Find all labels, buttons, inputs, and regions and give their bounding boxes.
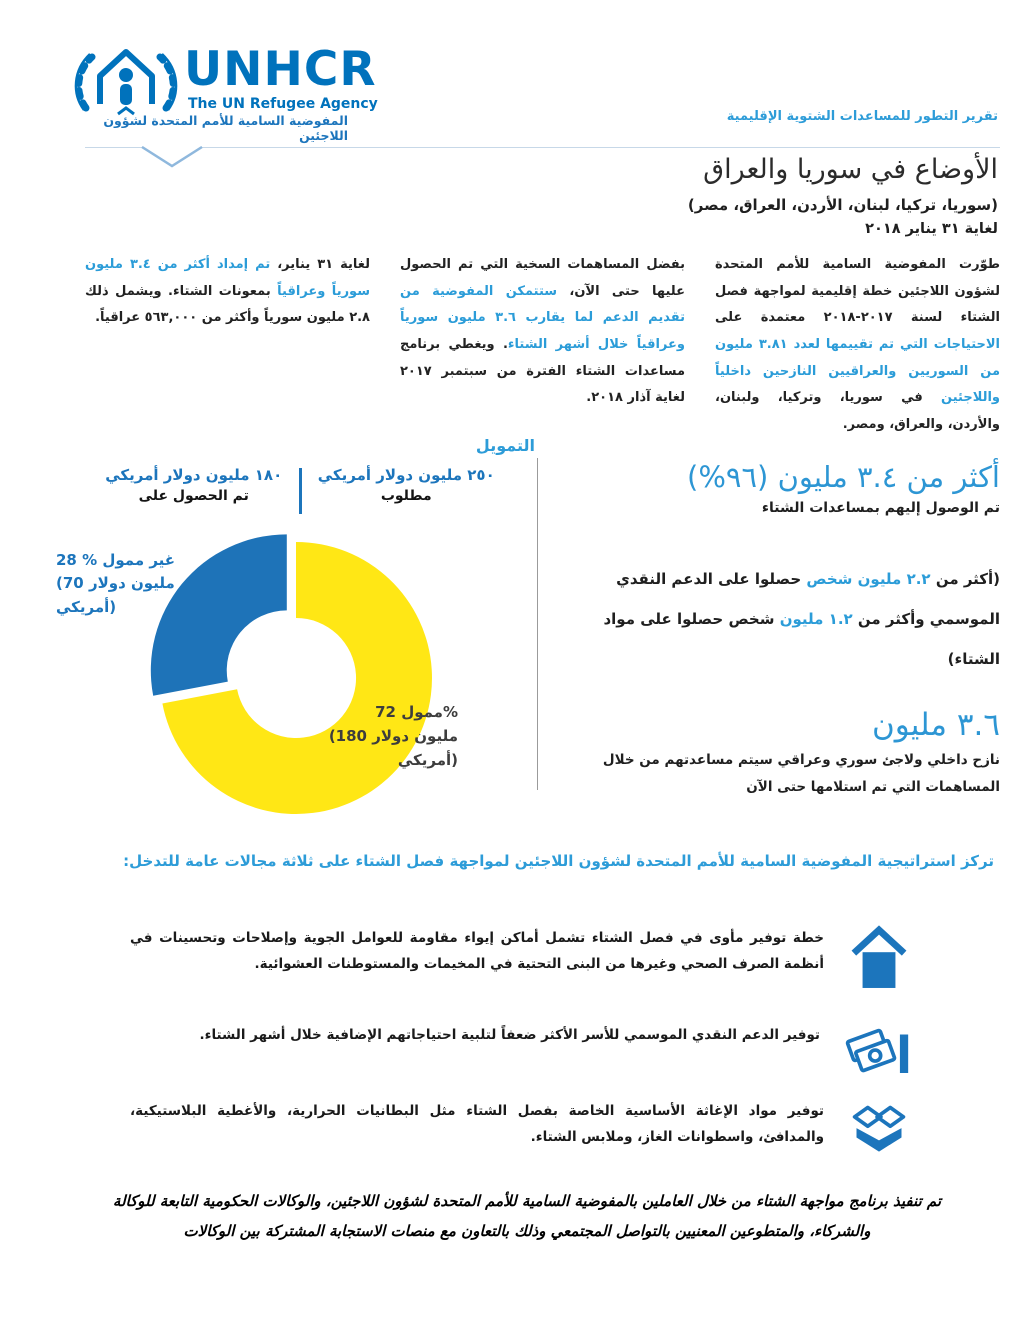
col3-text-end: بمعونات الشتاء. ويشمل ذلك ٢.٨ مليون سورياً وأكثر من ٥٦٣,٠٠٠ عراقياً. [85,283,370,326]
intervention-shelter-text: خطة توفير مأوى في فصل الشتاء تشمل أماكن إيواء مقاومة للعوامل الجوية وإصلاحات وتحسينات في أنظمة الصرف الصحي وغيرها من البنى التحتية في المخيمات والمستوطنات العشوائية. [130,930,824,973]
funded-line-2: (180 مليون دولار [328,727,458,745]
report-kicker: تقرير التطور للمساعدات الشتوية الإقليمية [726,109,998,124]
intervention-relief-text: توفير مواد الإغاثة الأساسية الخاصة بفصل الشتاء مثل البطانيات الحرارية، والأغطية البلاستيكية، والمدافئ، واسطوانات الغاز، وملابس الشتاء. [130,1103,824,1146]
col3-highlight: تم إمداد أكثر من ٣.٤ مليون سورياً وعراقياً [85,257,370,299]
intro-columns [85,252,1000,438]
col2-highlight: ستتمكن المفوضية من تقديم الدعم لما يقارب ٣.٦ مليون سورياً وعراقياً خلال أشهر الشتاء [400,283,685,352]
footer-note: تم تنفيذ برنامج مواجهة الشتاء من خلال العاملين بالمفوضية السامية للأمم المتحدة لشؤون اللاجئين، والوكالات الحكومية التابعة للوكالة والشركاء، والمتطوعين المعنيين بالتواصل المجتمعي وذلك بالتعاون مع منصات الاستجابة المشتركة بين الوكالات [112,1192,942,1240]
funding-received-amount: ١٨٠ مليون دولار أمريكي [105,466,283,484]
col2-text: بفضل المساهمات السخية التي تم الحصول عليها حتى الآن، [400,257,685,299]
col1-text: طوّرت المفوضية السامية للأمم المتحدة لشؤون اللاجئين خطة إقليمية لمواجهة فصل الشتاء لسنة ٢٠١٧-٢٠١٨ معتمدة على [715,257,1000,326]
intervention-relief-items [130,1098,910,1162]
funded-line-1: ممول 72% [375,703,458,721]
chevron-down-icon [140,146,204,170]
relief-box-icon [848,1098,910,1162]
key-figures [548,460,1000,800]
col1-text-end: في سوريا، وتركيا، ولبنان، والأردن، والعراق، ومصر. [715,390,1000,432]
funding-required [308,466,506,504]
col2-text-end: . ويغطي برنامج مساعدات الشتاء الفترة من سبتمبر ٢٠١٧ لغاية آذار ٢٠١٨. [400,336,685,406]
funding-received-label: تم الحصول على [138,488,249,504]
report-date: لغاية ٣١ يناير ٢٠١٨ [865,221,998,237]
intervention-cash-text: توفير الدعم النقدي الموسمي للأسر الأكثر ضعفاً لتلبية احتياجاتهم الإضافية خلال أشهر الشتاء. [199,1027,820,1043]
unfunded-line-3: أمريكي) [56,597,117,616]
unhcr-tagline-ar: المفوضية السامية للأمم المتحدة لشؤون اللاجئين [103,113,348,143]
unhcr-tagline-en: The UN Refugee Agency [188,96,378,112]
intervention-shelter [130,925,910,991]
col1-highlight: الاحتياجات التي تم تقييمها لعدد ٣.٨١ مليون من السوريين والعراقيين النازحين داخلياً واللاجئين [715,336,1001,406]
intro-column-3 [85,252,370,438]
col3-text: لغاية ٣١ يناير، [270,257,371,272]
stat-reached-sub: تم الوصول إليهم بمساعدات الشتاء [761,500,1000,516]
intervention-cash [130,1022,910,1080]
stat-reached-headline: أكثر من ٣.٤ مليون (٩٦%) [687,460,1000,494]
unhcr-wordmark: UNHCR [184,42,377,97]
detail-highlight-1: ٢.٢ مليون شخص [806,570,931,588]
vertical-divider [537,458,538,790]
donut-label-unfunded [56,549,204,619]
funding-separator [299,468,302,514]
detail-text-mid: حصلوا على الدعم النقدي الموسمي وأكثر من [616,570,1000,628]
stat-target-headline: ٣.٦ مليون [871,707,1000,744]
funding-required-label: مطلوب [380,488,432,504]
intro-column-1 [715,252,1000,438]
funding-required-amount: ٢٥٠ مليون دولار أمريكي [317,466,495,484]
funding-section-title: التمويل [475,436,535,455]
detail-text: (أكثر من [930,570,1000,588]
funding-stats [95,466,505,514]
cash-support-icon [844,1022,910,1080]
detail-highlight-2: ١.٢ مليون [779,609,853,628]
funding-received [95,466,293,504]
unfunded-line-2: (70 مليون دولار [56,574,175,593]
unhcr-emblem-icon [68,42,184,116]
donut-label-funded [318,700,458,772]
stat-target-sub: نازح داخلي ولاجئ سوري وعراقي سيتم مساعدتهم من خلال المساهمات التي تم استلامها حتى الآن [602,752,1000,795]
shelter-house-icon [848,925,910,991]
header-rule [85,147,1000,148]
intro-column-2 [400,252,685,438]
page-subtitle: (سوريا، تركيا، لبنان، الأردن، العراق، مصر) [687,196,998,214]
funded-line-3: أمريكي) [397,751,458,769]
page-title: الأوضاع في سوريا والعراق [703,154,998,185]
unfunded-line-1: 28 % غير ممول [56,551,176,569]
detail-text-end: شخص حصلوا على مواد الشتاء) [603,609,1000,668]
stat-detail [548,560,1000,679]
strategy-line: تركز استراتيجية المفوضية السامية للأمم المتحدة لشؤون اللاجئين لمواجهة فصل الشتاء على ثلاثة مجالات عامة للتدخل: [123,852,994,870]
